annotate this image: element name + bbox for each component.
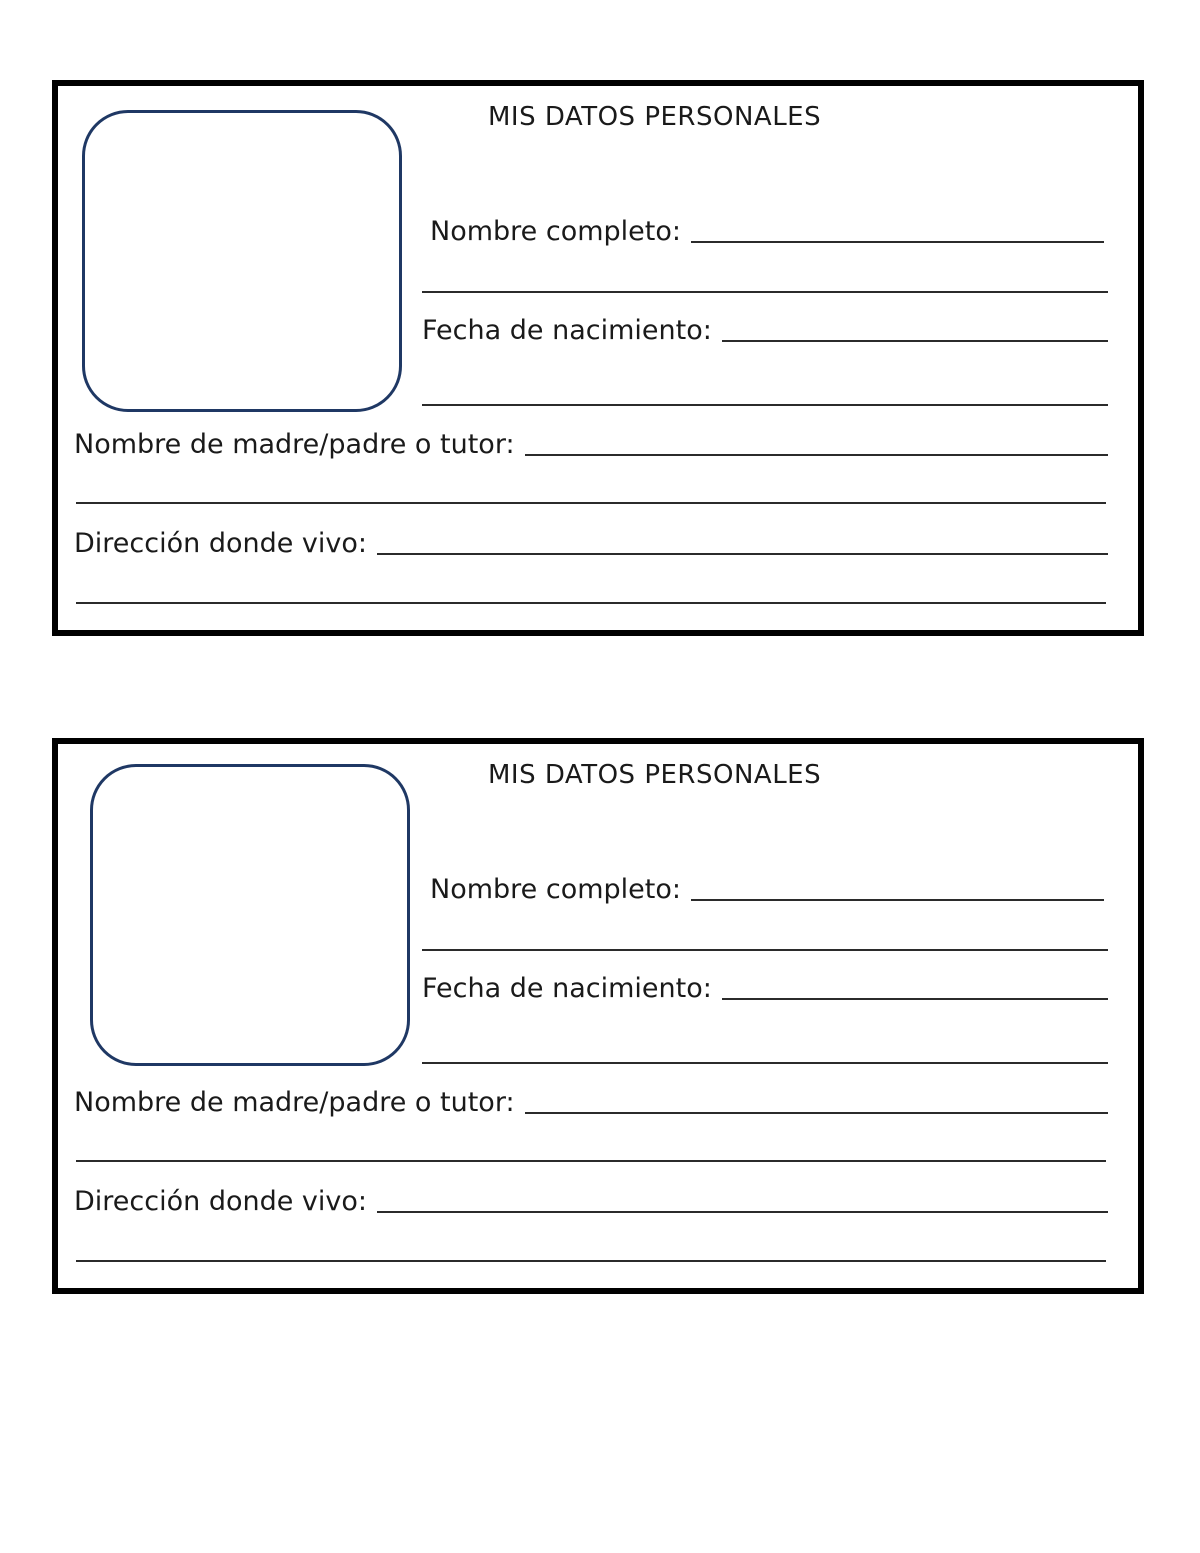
full-name-label: Nombre completo: <box>430 874 681 905</box>
address-label: Dirección donde vivo: <box>74 1186 367 1217</box>
full-name-blank[interactable] <box>691 241 1104 243</box>
birth-date-blank[interactable] <box>722 998 1108 1000</box>
full-name-field <box>430 873 1104 907</box>
full-name-field <box>430 215 1104 249</box>
birth-date-label: Fecha de nacimiento: <box>422 973 712 1004</box>
photo-frame <box>90 764 410 1066</box>
guardian-name-blank[interactable] <box>525 1112 1108 1114</box>
guardian-name-label: Nombre de madre/padre o tutor: <box>74 1087 515 1118</box>
full-name-blank-line[interactable] <box>422 291 1108 293</box>
address-label: Dirección donde vivo: <box>74 528 367 559</box>
guardian-name-field <box>74 1086 1108 1120</box>
personal-data-card-2 <box>52 738 1144 1294</box>
birth-date-blank-line[interactable] <box>422 1062 1108 1064</box>
guardian-name-field <box>74 428 1108 462</box>
address-field <box>74 527 1108 561</box>
address-field <box>74 1185 1108 1219</box>
card-title: MIS DATOS PERSONALES <box>488 760 822 790</box>
birth-date-label: Fecha de nacimiento: <box>422 315 712 346</box>
personal-data-card-1 <box>52 80 1144 636</box>
address-blank[interactable] <box>377 1211 1108 1213</box>
guardian-name-blank-line[interactable] <box>76 502 1106 504</box>
guardian-name-blank-line[interactable] <box>76 1160 1106 1162</box>
full-name-blank[interactable] <box>691 899 1104 901</box>
guardian-name-label: Nombre de madre/padre o tutor: <box>74 429 515 460</box>
birth-date-field <box>422 972 1108 1006</box>
full-name-blank-line[interactable] <box>422 949 1108 951</box>
address-blank-line[interactable] <box>76 1260 1106 1262</box>
guardian-name-blank[interactable] <box>525 454 1108 456</box>
card-title: MIS DATOS PERSONALES <box>488 102 822 132</box>
birth-date-field <box>422 314 1108 348</box>
full-name-label: Nombre completo: <box>430 216 681 247</box>
photo-frame <box>82 110 402 412</box>
birth-date-blank-line[interactable] <box>422 404 1108 406</box>
address-blank-line[interactable] <box>76 602 1106 604</box>
address-blank[interactable] <box>377 553 1108 555</box>
birth-date-blank[interactable] <box>722 340 1108 342</box>
